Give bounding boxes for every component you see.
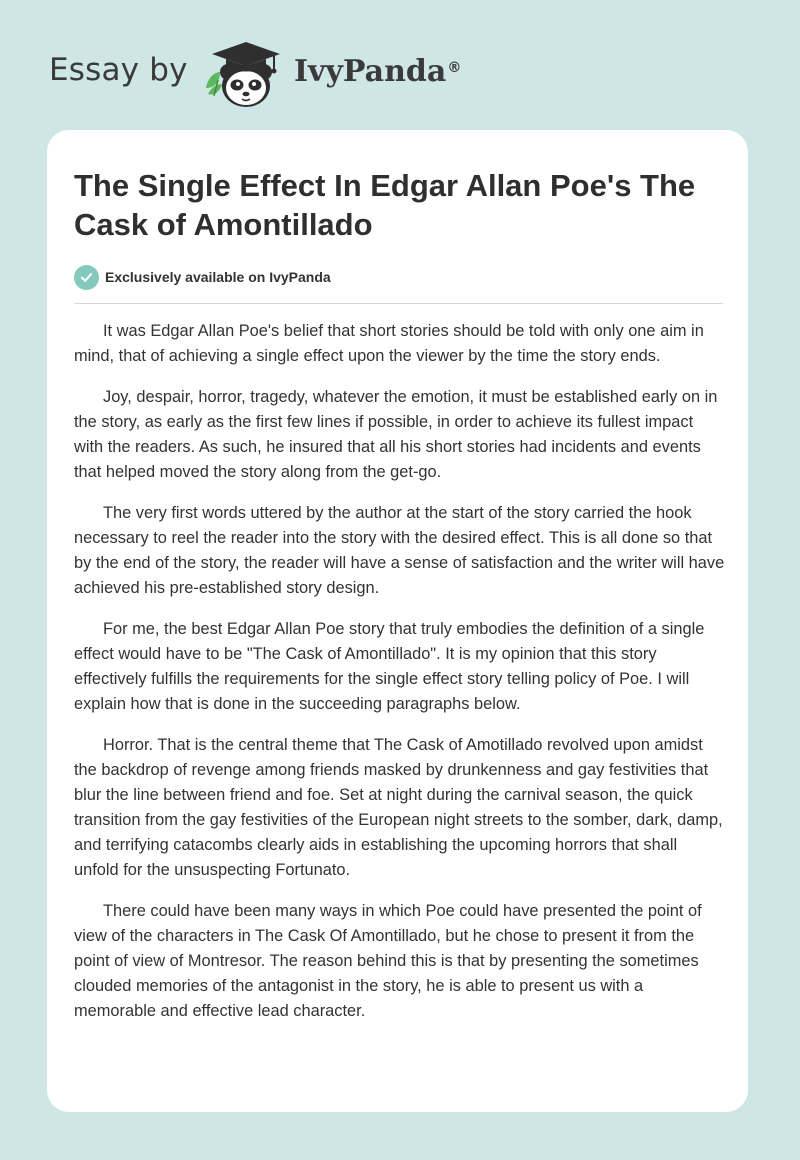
exclusive-badge [74, 264, 331, 290]
site-header [0, 0, 800, 128]
trademark-symbol: ® [447, 60, 462, 76]
exclusive-label: Exclusively available on IvyPanda [105, 269, 331, 285]
essay-body [74, 319, 726, 1040]
check-circle-icon [74, 265, 99, 290]
essay-paragraph: Joy, despair, horror, tragedy, whatever the emotion, it must be established early on in the story, as early as the first few lines if possible, in order to achieve its fullest impact with the readers. As such, he insured that all his short stories had incidents and events that helped moved the story along from the get-go. [74, 388, 718, 481]
divider [74, 303, 723, 304]
essay-paragraph: There could have been many ways in which Poe could have presented the point of view of the characters in The Cask Of Amontillado, but he chose to present it from the point of view of Montresor. The reason behind this is that by presenting the sometimes clouded memories of the antagonist in the story, he is able to present us with a memorable and effective lead character. [74, 902, 702, 1020]
logo-wordmark[interactable] [294, 52, 461, 92]
logo-name-text: IvyPanda [294, 54, 447, 89]
essay-title: The Single Effect In Edgar Allan Poe's The Cask of Amontillado [74, 168, 696, 242]
essay-paragraph: For me, the best Edgar Allan Poe story that truly embodies the definition of a single effect would have to be "The Cask of Amontillado". It is my opinion that this story effectively fulfills the requirements for the single effect story telling policy of Poe. I will explain how that is done in the succeeding paragraphs below. [74, 620, 705, 713]
brand-prefix: Essay by [49, 52, 188, 88]
essay-paragraph: Horror. That is the central theme that The Cask of Amotillado revolved upon amidst the backdrop of revenge among friends masked by drunkenness and gay festivities that blur the line between friend and foe. Set at night during the carnival season, the quick transition from the gay festivities of the European night streets to the somber, dark, damp, and terrifying catacombs clearly aids in establishing the upcoming horrors that shall unfold for the unsuspecting Fortunato. [74, 736, 723, 879]
essay-paragraph: It was Edgar Allan Poe's belief that short stories should be told with only one aim in mind, that of achieving a single effect upon the viewer by the time the story ends. [74, 322, 704, 365]
essay-paragraph: The very first words uttered by the author at the start of the story carried the hook necessary to reel the reader into the story with the desired effect. This is all done so that by the end of the story, the reader will have a sense of satisfaction and the writer will have achieved his pre-established story design. [74, 504, 725, 597]
panda-graduation-cap-icon[interactable] [202, 36, 290, 110]
essay-card [47, 130, 748, 1112]
